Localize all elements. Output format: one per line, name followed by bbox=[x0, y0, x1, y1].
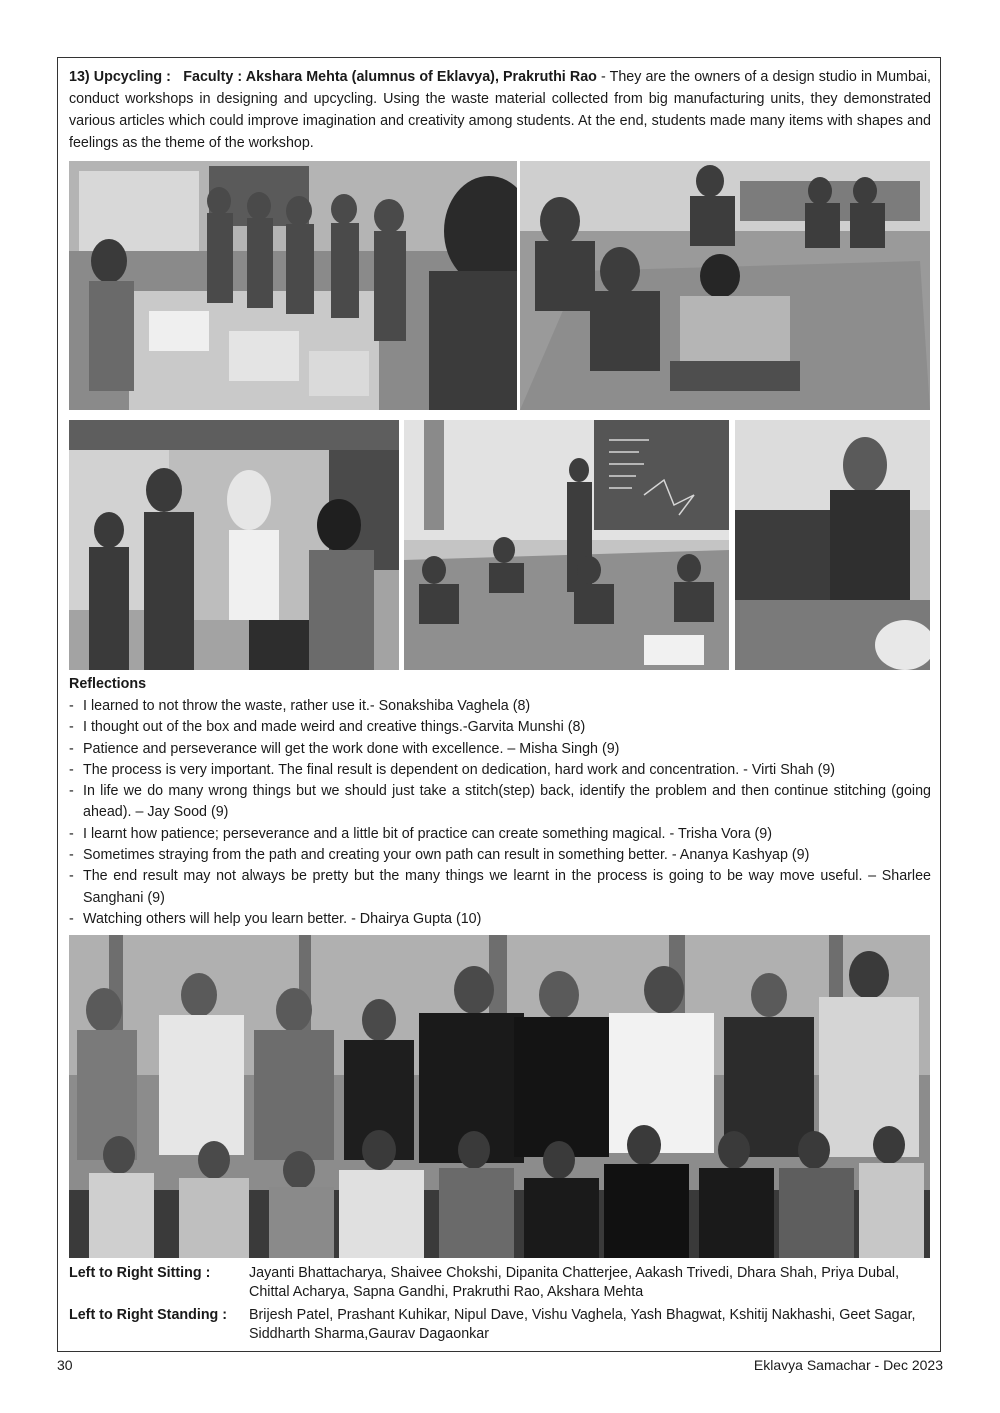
reflection-item: - Sometimes straying from the path and creating your own path can result in something better. - Ananya Kashyap (9) bbox=[69, 845, 931, 866]
caption-sitting bbox=[69, 1264, 931, 1302]
photo-student-smiling bbox=[735, 420, 930, 670]
photo-group bbox=[69, 935, 930, 1258]
page-number: 30 bbox=[57, 1357, 73, 1373]
caption-standing-label: Left to Right Standing : bbox=[69, 1307, 228, 1323]
reflection-item: - Watching others will help you learn better. - Dhairya Gupta (10) bbox=[69, 909, 931, 930]
reflection-item: - The process is very important. The final result is dependent on dedication, hard work and concentration. - Virti Shah (9) bbox=[69, 760, 931, 781]
reflection-item: - I learned to not throw the waste, rather use it.- Sonakshiba Vaghela (8) bbox=[69, 696, 931, 717]
caption-standing bbox=[69, 1306, 931, 1344]
caption-sitting-label: Left to Right Sitting : bbox=[69, 1265, 211, 1281]
reflection-item: - Patience and perseverance will get the work done with excellence. – Misha Singh (9) bbox=[69, 739, 931, 760]
photo-presentation-near-artwork bbox=[69, 420, 399, 670]
section-heading: 13) Upcycling : bbox=[69, 69, 171, 85]
caption-standing-names: Brijesh Patel, Prashant Kuhikar, Nipul Dave, Vishu Vaghela, Yash Bhagwat, Kshitij Nakhashi, Geet Sagar, Siddharth Sharma,Gaurav Dagaonkar bbox=[249, 1307, 916, 1342]
reflections-list bbox=[69, 696, 931, 930]
article-intro bbox=[69, 66, 931, 154]
photo-classroom-chalkboard bbox=[404, 420, 729, 670]
reflection-item: - I learnt how patience; perseverance and a little bit of practice can create something magical. - Trisha Vora (9) bbox=[69, 824, 931, 845]
reflection-item: - I thought out of the box and made weird and creative things.-Garvita Munshi (8) bbox=[69, 717, 931, 738]
reflections-title: Reflections bbox=[69, 676, 147, 692]
reflection-item: - The end result may not always be pretty but the many things we learnt in the process is going to be way move useful. – Sharlee Sanghani (9) bbox=[69, 866, 931, 909]
faculty-line: Faculty : Akshara Mehta (alumnus of Eklavya), Prakruthi Rao bbox=[183, 69, 597, 85]
photo-students-working-floor bbox=[520, 161, 930, 410]
caption-sitting-names: Jayanti Bhattacharya, Shaivee Chokshi, Dipanita Chatterjee, Aakash Trivedi, Dhara Shah, Priya Dubal, Chittal Acharya, Sapna Gandhi, Prakruthi Rao, Akshara Mehta bbox=[249, 1265, 900, 1300]
publication-footer: Eklavya Samachar - Dec 2023 bbox=[753, 1357, 943, 1373]
reflection-item: - In life we do many wrong things but we should just take a stitch(step) back, identify the problem and then continue stitching (going ahead). – Jay Sood (9) bbox=[69, 781, 931, 824]
article-body: - They are the owners of a design studio in Mumbai, conduct workshops in designing and upcycling. Using the waste material collected from big manufacturing units, they demonstrated various articles which could improve imagination and creativity among students. At the end, students made many items with shapes and feelings as the theme of the workshop. bbox=[69, 69, 931, 151]
photo-students-viewing-display bbox=[69, 161, 517, 410]
